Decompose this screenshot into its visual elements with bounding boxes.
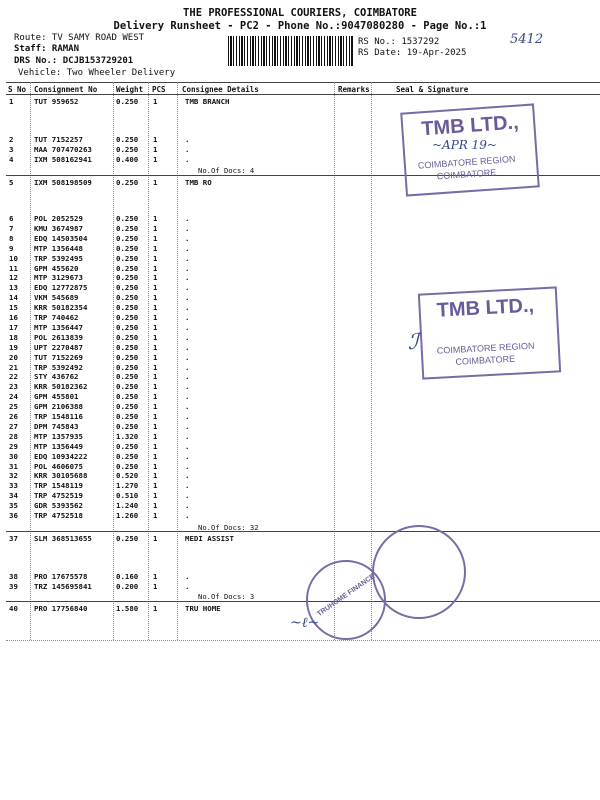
- row-weight: 1.240: [116, 501, 139, 511]
- row-bullet: .: [185, 342, 190, 352]
- row-consignment-no: TRP 1548116: [34, 412, 83, 421]
- row-pcs: 1: [153, 441, 158, 451]
- table-row: [0, 382, 600, 392]
- row-consignment-no: GPM 2106388: [34, 402, 83, 412]
- row-bullet: .: [185, 145, 190, 154]
- row-sno: 21: [9, 362, 18, 372]
- row-weight: 0.250: [116, 421, 139, 431]
- row-sno: 25: [9, 402, 18, 412]
- row-consignment-no: TRP 4752518: [34, 511, 83, 520]
- table-row: [0, 491, 600, 501]
- row-weight: 0.250: [116, 451, 139, 461]
- row-consignment-no: UPT 2270487: [34, 342, 83, 352]
- row-pcs: 1: [153, 451, 158, 461]
- row-weight: 0.250: [116, 214, 139, 223]
- row-pcs: 1: [153, 402, 158, 412]
- row-bullet: .: [185, 263, 190, 273]
- row-sno: 2: [9, 135, 14, 144]
- row-weight: 0.250: [116, 145, 139, 154]
- row-bullet: .: [185, 431, 190, 441]
- row-pcs: 1: [153, 582, 158, 591]
- row-pcs: 1: [153, 135, 158, 144]
- row-weight: 0.250: [116, 263, 139, 273]
- row-consignment-no: TRP 5392495: [34, 253, 83, 263]
- row-consignment-no: GPM 455801: [34, 392, 79, 402]
- row-consignment-no: POL 2052529: [34, 214, 83, 223]
- table-row: [0, 432, 600, 442]
- row-pcs: 1: [153, 313, 158, 322]
- row-bullet: .: [185, 471, 190, 481]
- row-pcs: 1: [153, 421, 158, 431]
- row-pcs: 1: [153, 392, 158, 402]
- row-weight: 1.270: [116, 481, 139, 491]
- row-consignee: MEDI ASSIST: [185, 534, 234, 543]
- table-row: [0, 254, 600, 264]
- row-pcs: 1: [153, 372, 158, 382]
- row-bullet: .: [185, 382, 190, 392]
- row-consignment-no: KRR 50182362: [34, 382, 88, 392]
- table-row: [0, 582, 600, 592]
- row-sno: 32: [9, 471, 18, 481]
- row-sno: 27: [9, 421, 18, 431]
- table-row: [0, 273, 600, 283]
- row-weight: 1.320: [116, 431, 139, 441]
- seal-region: COIMBATORE REGION: [436, 340, 535, 356]
- column-header-pcs: PCS: [152, 85, 166, 94]
- row-weight: 0.250: [116, 243, 139, 253]
- table-row: [0, 572, 600, 582]
- row-bullet: .: [185, 501, 190, 511]
- row-consignment-no: KMU 3674987: [34, 223, 83, 233]
- row-weight: 0.250: [116, 441, 139, 451]
- row-weight: 0.250: [116, 223, 139, 233]
- row-weight: 0.250: [116, 352, 139, 362]
- row-weight: 0.250: [116, 303, 139, 313]
- row-bullet: .: [185, 402, 190, 412]
- row-consignment-no: STY 436762: [34, 372, 79, 382]
- row-consignment-no: MTP 1356448: [34, 243, 83, 253]
- row-sno: 26: [9, 412, 18, 421]
- row-pcs: 1: [153, 412, 158, 421]
- row-pcs: 1: [153, 97, 158, 106]
- row-weight: 0.250: [116, 332, 139, 342]
- table-row: [0, 452, 600, 462]
- row-weight: 0.250: [116, 283, 139, 293]
- row-consignment-no: TRP 4752519: [34, 491, 83, 501]
- row-consignment-no: KRR 50182354: [34, 303, 88, 313]
- row-sno: 14: [9, 293, 18, 303]
- row-consignment-no: MTP 3129673: [34, 273, 83, 283]
- row-pcs: 1: [153, 178, 158, 187]
- row-bullet: .: [185, 322, 190, 332]
- table-bottom-rule: [6, 640, 600, 641]
- seal-region: COIMBATORE REGION: [417, 153, 516, 171]
- row-pcs: 1: [153, 461, 158, 471]
- row-pcs: 1: [153, 293, 158, 303]
- row-pcs: 1: [153, 145, 158, 154]
- row-sno: 16: [9, 313, 18, 322]
- row-weight: 0.250: [116, 372, 139, 382]
- row-weight: 0.250: [116, 534, 139, 543]
- row-pcs: 1: [153, 303, 158, 313]
- row-bullet: .: [185, 421, 190, 431]
- row-consignment-no: GDR 5393562: [34, 501, 83, 511]
- row-sno: 3: [9, 145, 14, 154]
- row-weight: 0.250: [116, 392, 139, 402]
- row-consignment-no: TRZ 145695841: [34, 582, 92, 591]
- row-bullet: .: [185, 135, 190, 144]
- row-sno: 11: [9, 263, 18, 273]
- signature-3: ~ℓ~: [290, 615, 320, 631]
- row-pcs: 1: [153, 233, 158, 243]
- row-pcs: 1: [153, 342, 158, 352]
- row-pcs: 1: [153, 155, 158, 164]
- row-sno: 17: [9, 322, 18, 332]
- row-sno: 36: [9, 511, 18, 520]
- table-top-rule: [6, 82, 600, 83]
- row-weight: 0.400: [116, 155, 139, 164]
- barcode-image: [228, 36, 353, 66]
- row-pcs: 1: [153, 431, 158, 441]
- drs-number: DRS No.: DCJB153729201: [14, 56, 134, 66]
- row-bullet: .: [185, 243, 190, 253]
- row-sno: 6: [9, 214, 14, 223]
- row-weight: 0.510: [116, 491, 139, 501]
- table-row: [0, 402, 600, 412]
- row-sno: 34: [9, 491, 18, 501]
- table-row: [0, 264, 600, 274]
- row-sno: 18: [9, 332, 18, 342]
- row-consignment-no: TRP 5392492: [34, 362, 83, 372]
- rs-date: RS Date: 19-Apr-2025: [358, 48, 467, 58]
- row-sno: 39: [9, 582, 18, 591]
- row-weight: 0.200: [116, 582, 139, 591]
- row-consignment-no: PRO 17675578: [34, 572, 88, 581]
- row-sno: 5: [9, 178, 14, 187]
- no-of-docs: No.Of Docs: 32: [198, 523, 259, 532]
- row-bullet: .: [185, 481, 190, 491]
- table-row: [0, 224, 600, 234]
- row-bullet: .: [185, 332, 190, 342]
- row-pcs: 1: [153, 214, 158, 223]
- row-pcs: 1: [153, 362, 158, 372]
- row-consignment-no: POL 4606075: [34, 461, 83, 471]
- table-row: [0, 511, 600, 521]
- row-pcs: 1: [153, 481, 158, 491]
- table-row: [0, 481, 600, 491]
- row-pcs: 1: [153, 253, 158, 263]
- row-consignment-no: KRR 30105688: [34, 471, 88, 481]
- group-separator: [6, 601, 600, 602]
- rs-number: RS No.: 1537292: [358, 37, 440, 47]
- handwritten-note: 5412: [510, 32, 544, 47]
- medi-assist-seal: [372, 525, 466, 619]
- row-weight: 0.250: [116, 342, 139, 352]
- row-weight: 1.580: [116, 604, 139, 613]
- row-pcs: 1: [153, 273, 158, 283]
- row-bullet: .: [185, 362, 190, 372]
- group-separator: [6, 531, 600, 532]
- route-text: Route: TV SAMY ROAD WEST: [14, 33, 145, 43]
- row-pcs: 1: [153, 263, 158, 273]
- row-weight: 0.250: [116, 362, 139, 372]
- row-weight: 0.250: [116, 461, 139, 471]
- row-weight: 0.250: [116, 233, 139, 243]
- runsheet-title: Delivery Runsheet - PC2 - Phone No.:9047080280 - Page No.:1: [113, 20, 487, 32]
- row-consignment-no: TUT 7152257: [34, 135, 83, 144]
- row-bullet: .: [185, 412, 190, 421]
- row-pcs: 1: [153, 534, 158, 543]
- row-sno: 15: [9, 303, 18, 313]
- row-consignment-no: TRP 1548119: [34, 481, 83, 491]
- row-bullet: .: [185, 273, 190, 283]
- row-bullet: .: [185, 283, 190, 293]
- row-consignment-no: VKM 545689: [34, 293, 79, 303]
- column-header-consignee: Consignee Details: [182, 85, 259, 94]
- row-bullet: .: [185, 233, 190, 243]
- row-consignment-no: IXM 508162941: [34, 155, 92, 164]
- row-bullet: .: [185, 582, 190, 591]
- table-row: [0, 422, 600, 432]
- row-weight: 0.250: [116, 412, 139, 421]
- row-weight: 0.250: [116, 322, 139, 332]
- row-sno: 7: [9, 223, 14, 233]
- row-consignment-no: MAA 707470263: [34, 145, 92, 154]
- row-consignment-no: IXM 508198509: [34, 178, 92, 187]
- seal-title: TMB LTD.,: [436, 294, 535, 322]
- row-pcs: 1: [153, 604, 158, 613]
- row-weight: 0.250: [116, 313, 139, 322]
- table-row: [0, 534, 600, 544]
- row-bullet: .: [185, 352, 190, 362]
- row-weight: 0.520: [116, 471, 139, 481]
- table-row: [0, 234, 600, 244]
- row-bullet: .: [185, 392, 190, 402]
- signature-1: ~APR 19~: [432, 138, 497, 152]
- staff-text: Staff: RAMAN: [14, 44, 80, 54]
- row-pcs: 1: [153, 382, 158, 392]
- row-bullet: .: [185, 572, 190, 581]
- table-row: [0, 412, 600, 422]
- signature-2: ℐ: [408, 330, 419, 355]
- seal-city: COIMBATORE: [455, 353, 516, 367]
- row-sno: 31: [9, 461, 18, 471]
- row-bullet: .: [185, 313, 190, 322]
- row-bullet: .: [185, 214, 190, 223]
- table-row: [0, 501, 600, 511]
- row-bullet: .: [185, 511, 190, 520]
- row-pcs: 1: [153, 491, 158, 501]
- row-sno: 20: [9, 352, 18, 362]
- row-bullet: .: [185, 372, 190, 382]
- row-bullet: .: [185, 491, 190, 501]
- row-consignment-no: MTP 1356449: [34, 441, 83, 451]
- column-header-weight: Weight: [116, 85, 144, 94]
- row-weight: 0.250: [116, 135, 139, 144]
- row-sno: 8: [9, 233, 14, 243]
- row-consignment-no: TRP 740462: [34, 313, 79, 322]
- row-pcs: 1: [153, 322, 158, 332]
- row-pcs: 1: [153, 511, 158, 520]
- row-pcs: 1: [153, 283, 158, 293]
- row-consignment-no: MTP 1357935: [34, 431, 83, 441]
- row-consignee: TMB RO: [185, 178, 212, 187]
- row-sno: 12: [9, 273, 18, 283]
- row-consignment-no: MTP 1356447: [34, 322, 83, 332]
- row-pcs: 1: [153, 223, 158, 233]
- row-weight: 0.250: [116, 402, 139, 412]
- row-weight: 0.250: [116, 273, 139, 283]
- row-sno: 22: [9, 372, 18, 382]
- row-consignment-no: SLM 368513655: [34, 534, 92, 543]
- column-header-seal: Seal & Signature: [396, 85, 469, 94]
- row-sno: 19: [9, 342, 18, 352]
- row-bullet: .: [185, 461, 190, 471]
- row-consignment-no: DPM 745843: [34, 421, 79, 431]
- row-pcs: 1: [153, 471, 158, 481]
- table-row: [0, 471, 600, 481]
- row-consignment-no: TUT 7152269: [34, 352, 83, 362]
- row-bullet: .: [185, 451, 190, 461]
- table-row: [0, 392, 600, 402]
- row-bullet: .: [185, 253, 190, 263]
- row-pcs: 1: [153, 243, 158, 253]
- row-sno: 30: [9, 451, 18, 461]
- row-consignment-no: EDQ 10934222: [34, 451, 88, 461]
- column-header-sno: S No: [8, 85, 27, 94]
- no-of-docs: No.Of Docs: 3: [198, 592, 255, 601]
- row-bullet: .: [185, 441, 190, 451]
- row-consignment-no: PRO 17756840: [34, 604, 88, 613]
- row-consignee: TRU HOME: [185, 604, 221, 613]
- seal-title: TMB LTD.,: [420, 111, 520, 141]
- row-bullet: .: [185, 223, 190, 233]
- row-sno: 40: [9, 604, 18, 613]
- row-weight: 1.260: [116, 511, 139, 520]
- vehicle-text: Vehicle: Two Wheeler Delivery: [18, 68, 176, 78]
- row-sno: 33: [9, 481, 18, 491]
- row-bullet: .: [185, 303, 190, 313]
- row-consignment-no: POL 2613839: [34, 332, 83, 342]
- row-weight: 0.250: [116, 253, 139, 263]
- row-weight: 0.250: [116, 97, 139, 106]
- truhome-seal-text: TRUHOME FINANCE: [316, 573, 377, 618]
- tmb-ro-seal: [418, 286, 561, 379]
- row-weight: 0.160: [116, 572, 139, 581]
- row-pcs: 1: [153, 572, 158, 581]
- row-consignment-no: TUT 959652: [34, 97, 79, 106]
- row-sno: 35: [9, 501, 18, 511]
- row-sno: 24: [9, 392, 18, 402]
- row-weight: 0.250: [116, 293, 139, 303]
- table-row: [0, 244, 600, 254]
- row-sno: 9: [9, 243, 14, 253]
- table-row: [0, 214, 600, 224]
- column-header-consignment: Consignment No: [34, 85, 98, 94]
- row-weight: 0.250: [116, 178, 139, 187]
- row-sno: 1: [9, 97, 14, 106]
- row-bullet: .: [185, 293, 190, 303]
- row-pcs: 1: [153, 501, 158, 511]
- row-sno: 37: [9, 534, 18, 543]
- seal-city: COIMBATORE: [436, 167, 497, 182]
- row-sno: 13: [9, 283, 18, 293]
- row-consignment-no: GPM 455620: [34, 263, 79, 273]
- row-consignment-no: EDQ 12772875: [34, 283, 88, 293]
- row-consignee: TMB BRANCH: [185, 97, 230, 106]
- row-pcs: 1: [153, 352, 158, 362]
- table-row: [0, 442, 600, 452]
- table-header-rule: [6, 94, 600, 95]
- row-sno: 23: [9, 382, 18, 392]
- row-weight: 0.250: [116, 382, 139, 392]
- column-header-remarks: Remarks: [338, 85, 370, 94]
- row-pcs: 1: [153, 332, 158, 342]
- row-sno: 4: [9, 155, 14, 164]
- company-title: THE PROFESSIONAL COURIERS, COIMBATORE: [183, 7, 417, 19]
- row-sno: 38: [9, 572, 18, 581]
- table-row: [0, 604, 600, 614]
- row-sno: 28: [9, 431, 18, 441]
- row-sno: 29: [9, 441, 18, 451]
- no-of-docs: No.Of Docs: 4: [198, 166, 255, 175]
- row-consignment-no: EDQ 14503504: [34, 233, 88, 243]
- row-bullet: .: [185, 155, 190, 164]
- table-row: [0, 462, 600, 472]
- row-sno: 10: [9, 253, 18, 263]
